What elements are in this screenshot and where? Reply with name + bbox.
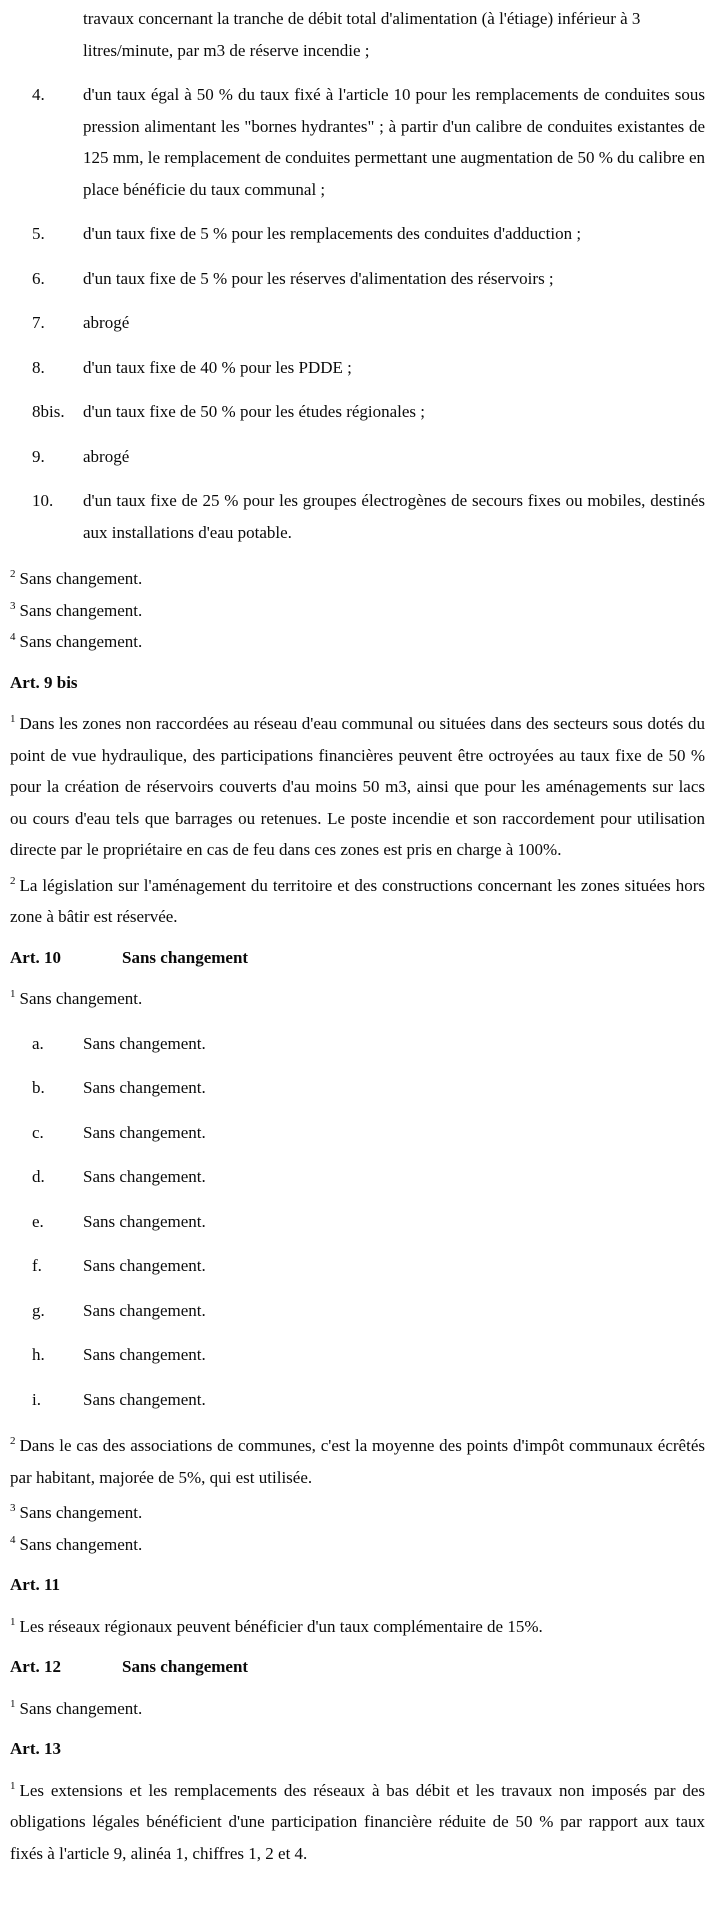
list-item [10, 1161, 705, 1193]
hanging-paragraph [83, 3, 705, 66]
paragraph-text: Dans les zones non raccordées au réseau d'eau communal ou situées dans des secteurs sous dotés du point de vue hydraulique, des participations financières peuvent être octroyées au taux fixe de 50 % pour la création de réservoirs couverts d'au moins 50 m3, ainsi que pour les aménagements sur lacs ou cours d'eau tels que barrages ou retenues. Le poste incendie et son raccordement pour utilisation directe par le propriétaire en cas de feu dans ces zones est pris en charge à 100%. [10, 714, 705, 859]
list-item-text: Sans changement. [83, 1211, 206, 1231]
article-label: Art. 10 [10, 947, 61, 967]
list-item [10, 79, 705, 205]
paragraph-text: Sans changement. [19, 569, 143, 588]
article-heading [10, 942, 705, 974]
document-content [10, 3, 705, 1869]
list-marker: 10. [32, 491, 54, 510]
list-marker: 5. [32, 224, 45, 243]
article-heading [10, 1733, 705, 1765]
list-item-text: d'un taux fixe de 5 % pour les remplacements des conduites d'adduction ; [83, 224, 582, 243]
list-item [10, 1117, 705, 1149]
article-subtitle: Sans changement [122, 947, 249, 967]
list-marker: e. [32, 1211, 44, 1231]
footnote-paragraph [10, 1430, 705, 1493]
list-marker: 6. [32, 268, 45, 288]
footnote-paragraph [10, 1693, 705, 1725]
list-marker: 8bis. [32, 402, 65, 421]
list-marker: b. [32, 1078, 45, 1097]
list-item [10, 1384, 705, 1416]
list-item-text: abrogé [83, 313, 130, 332]
list-item-text: Sans changement. [83, 1389, 206, 1409]
footnote-number: 3 [10, 1502, 16, 1515]
footnote-paragraph [10, 1611, 705, 1643]
list-item [10, 218, 705, 250]
list-item [10, 1206, 705, 1238]
paragraph-text: Dans le cas des associations de communes, c'est la moyenne des points d'impôt communaux écrêtés par habitant, majorée de 5%, qui est utilisée. [10, 1436, 705, 1487]
paragraph-text: Sans changement. [19, 1534, 143, 1554]
list-item [10, 1339, 705, 1371]
footnote-paragraph [10, 1775, 705, 1870]
footnote-number: 2 [10, 568, 16, 581]
footnote-number: 2 [10, 874, 16, 887]
footnote-paragraph [10, 1529, 705, 1561]
list-marker: 9. [32, 446, 45, 466]
article-heading [10, 1651, 705, 1683]
list-marker: a. [32, 1033, 44, 1053]
footnote-number: 2 [10, 1435, 16, 1448]
list-item-text: Sans changement. [83, 1033, 206, 1053]
paragraph-text: Sans changement. [19, 989, 143, 1008]
footnote-number: 1 [10, 988, 16, 1001]
paragraph-text: travaux concernant la tranche de débit total d'alimentation (à l'étiage) inférieur à 3 litres/minute, par m3 de réserve incendie ; [83, 9, 641, 60]
list-marker: 4. [32, 85, 45, 104]
list-item-text: d'un taux égal à 50 % du taux fixé à l'article 10 pour les remplacements de conduites sous pression alimentant les "bornes hydrantes" ; à partir d'un calibre de conduites existantes de 125 mm, le remplacement de conduites permettant une augmentation de 50 % du calibre en place bénéficie du taux communal ; [83, 85, 705, 199]
list-marker: 7. [32, 313, 45, 332]
list-marker: f. [32, 1256, 42, 1275]
footnote-paragraph [10, 595, 705, 627]
list-marker: c. [32, 1122, 44, 1142]
article-heading [10, 667, 705, 699]
footnote-paragraph [10, 1497, 705, 1529]
footnote-number: 1 [10, 713, 16, 726]
list-item-text: d'un taux fixe de 50 % pour les études régionales ; [83, 402, 426, 421]
list-item-text: d'un taux fixe de 40 % pour les PDDE ; [83, 357, 352, 377]
article-label: Art. 11 [10, 1575, 61, 1594]
footnote-paragraph [10, 983, 705, 1015]
list-item-text: Sans changement. [83, 1300, 206, 1320]
footnote-number: 4 [10, 631, 16, 644]
footnote-paragraph [10, 563, 705, 595]
footnote-paragraph [10, 708, 705, 866]
list-item-text: Sans changement. [83, 1167, 206, 1186]
list-item [10, 441, 705, 473]
list-marker: h. [32, 1345, 45, 1364]
paragraph-text: Sans changement. [19, 600, 143, 620]
list-marker: 8. [32, 357, 45, 377]
paragraph-text: Sans changement. [19, 632, 143, 651]
paragraph-text: La législation sur l'aménagement du territoire et des constructions concernant les zones situées hors zone à bâtir est réservée. [10, 875, 705, 926]
footnote-number: 1 [10, 1697, 16, 1710]
list-marker: d. [32, 1167, 45, 1186]
article-label: Art. 13 [10, 1739, 61, 1758]
paragraph-text: Les extensions et les remplacements des réseaux à bas débit et les travaux non imposés par des obligations légales bénéficient d'une participation financière réduite de 50 % par rapport aux taux fixés à l'article 9, alinéa 1, chiffres 1, 2 et 4. [10, 1780, 705, 1863]
footnote-number: 4 [10, 1533, 16, 1546]
paragraph-text: Sans changement. [19, 1503, 143, 1522]
list-item [10, 396, 705, 428]
list-item [10, 1250, 705, 1282]
list-item-text: Sans changement. [83, 1122, 206, 1142]
article-heading [10, 1569, 705, 1601]
footnote-number: 1 [10, 1615, 16, 1628]
list-item [10, 352, 705, 384]
list-item [10, 263, 705, 295]
footnote-number: 3 [10, 599, 16, 612]
list-item-text: Sans changement. [83, 1256, 206, 1275]
list-item-text: abrogé [83, 446, 130, 466]
article-subtitle: Sans changement [122, 1657, 249, 1676]
list-item-text: Sans changement. [83, 1078, 206, 1097]
article-label: Art. 9 bis [10, 672, 78, 692]
footnote-paragraph [10, 626, 705, 658]
list-item [10, 1072, 705, 1104]
list-item [10, 485, 705, 548]
list-marker: i. [32, 1389, 41, 1409]
footnote-paragraph [10, 870, 705, 933]
paragraph-text: Les réseaux régionaux peuvent bénéficier d'un taux complémentaire de 15%. [19, 1616, 543, 1636]
list-item-text: d'un taux fixe de 5 % pour les réserves d'alimentation des réservoirs ; [83, 268, 554, 288]
list-marker: g. [32, 1300, 45, 1320]
footnote-number: 1 [10, 1779, 16, 1792]
list-item-text: Sans changement. [83, 1345, 206, 1364]
list-item [10, 307, 705, 339]
article-label: Art. 12 [10, 1657, 61, 1676]
list-item [10, 1028, 705, 1060]
list-item [10, 1295, 705, 1327]
list-item-text: d'un taux fixe de 25 % pour les groupes électrogènes de secours fixes ou mobiles, destinés aux installations d'eau potable. [83, 491, 705, 542]
paragraph-text: Sans changement. [19, 1698, 143, 1718]
